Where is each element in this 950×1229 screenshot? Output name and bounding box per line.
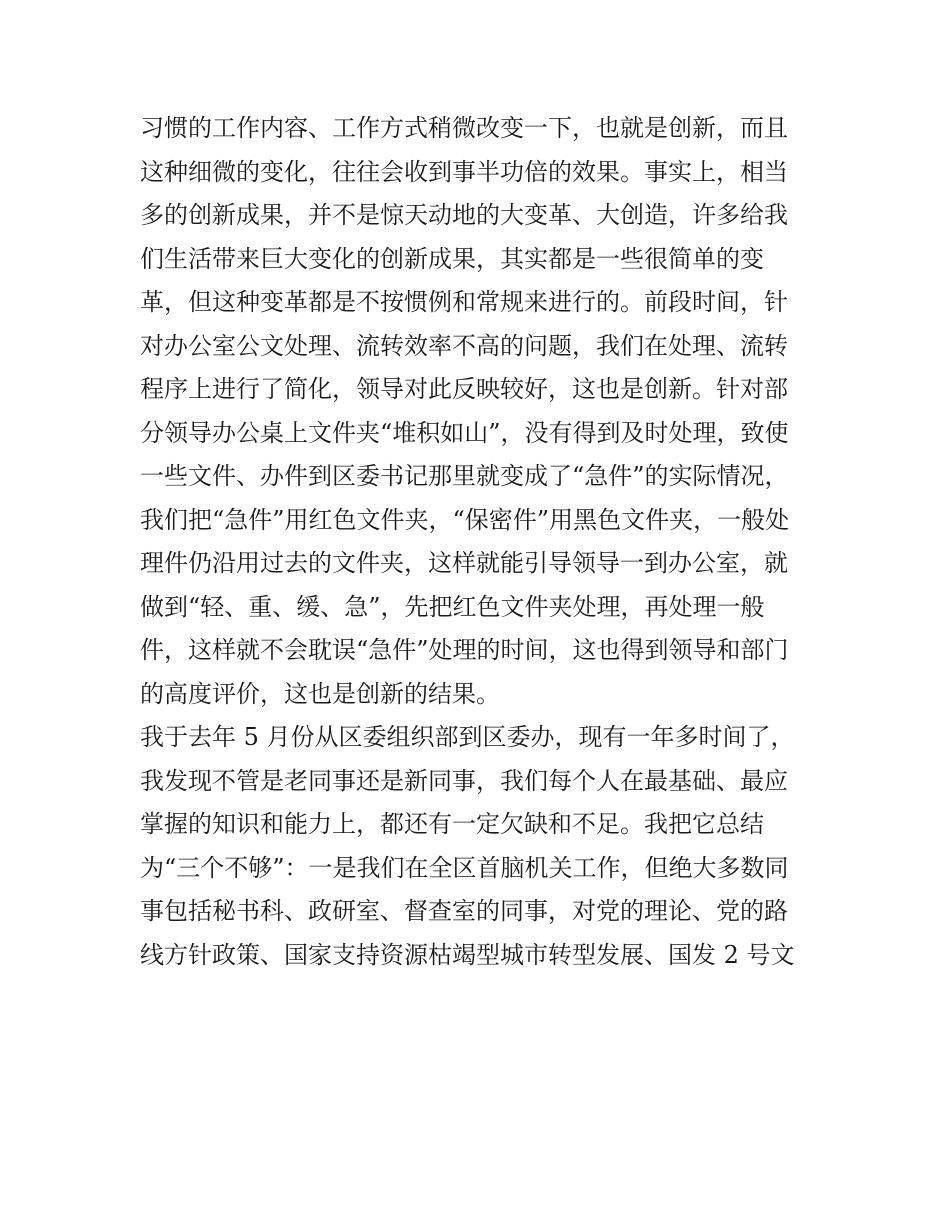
text-line: 革，但这种变革都是不按惯例和常规来进行的。前段时间，针 — [140, 288, 788, 316]
text-line: 程序上进行了简化，领导对此反映较好，这也是创新。针对部 — [140, 375, 788, 403]
text-line: 做到“轻、重、缓、急”，先把红色文件夹处理，再处理一般 — [140, 592, 765, 621]
text-line: 一些文件、办件到区委书记那里就变成了“急件”的实际情况， — [140, 462, 789, 490]
text-line: 件，这样就不会耽误“急件”处理的时间，这也得到领导和部门 — [140, 636, 789, 664]
text-line: 线方针政策、国家支持资源枯竭型城市转型发展、国发 2 号文 — [140, 940, 795, 969]
text-line: 我于去年 5 月份从区委组织部到区委办，现有一年多时间了， — [140, 723, 795, 751]
text-line: 习惯的工作内容、工作方式稍微改变一下，也就是创新，而且 — [140, 114, 788, 142]
text-line: 我发现不管是老同事还是新同事，我们每个人在最基础、最应 — [140, 766, 788, 795]
text-line: 们生活带来巨大变化的创新成果，其实都是一些很简单的变 — [140, 244, 764, 273]
text-line: 事包括秘书科、政研室、督查室的同事，对党的理论、党的路 — [140, 897, 788, 925]
text-line: 理件仍沿用过去的文件夹，这样就能引导领导一到办公室，就 — [140, 549, 788, 577]
text-line: 掌握的知识和能力上，都还有一定欠缺和不足。我把它总结 — [140, 810, 764, 838]
text-line: 的高度评价，这也是创新的结果。 — [140, 679, 500, 708]
text-line: 我们把“急件”用红色文件夹，“保密件”用黑色文件夹，一般处 — [140, 505, 790, 534]
text-line: 多的创新成果，并不是惊天动地的大变革、大创造，许多给我 — [140, 201, 788, 229]
body-text — [140, 107, 820, 977]
text-line: 分领导办公桌上文件夹“堆积如山”，没有得到及时处理，致使 — [140, 418, 789, 447]
text-line: 这种细微的变化，往往会收到事半功倍的效果。事实上，相当 — [140, 157, 788, 186]
text-line: 对办公室公文处理、流转效率不高的问题，我们在处理、流转 — [140, 331, 788, 360]
text-line: 为“三个不够”：一是我们在全区首脑机关工作，但绝大多数同 — [140, 853, 789, 882]
